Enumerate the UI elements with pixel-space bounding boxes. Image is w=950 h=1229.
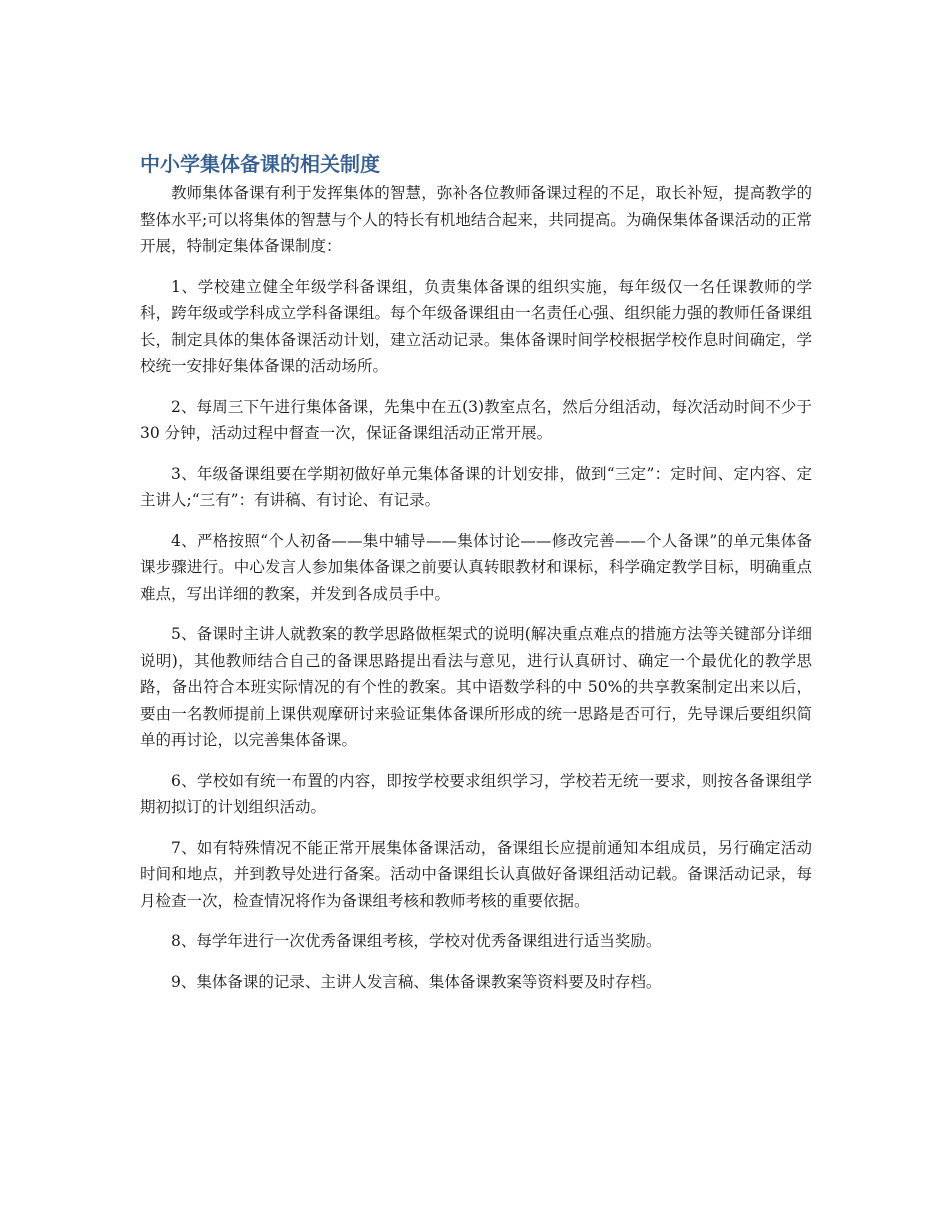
rule-item-8: 8、每学年进行一次优秀备课组考核，学校对优秀备课组进行适当奖励。: [171, 932, 662, 950]
rule-item-5: 5、备课时主讲人就教案的教学思路做框架式的说明(解决重点难点的措施方法等关键部分详细说明)，其他教师结合自己的备课思路提出看法与意见，进行认真研讨、确定一个最优化的教学思路，备出符合本班实际情况的有个性的教案。其中语数学科的中 50%的共享教案制定出来以后，要由一名教师提前上课供观摩研讨来验证集体备课所形成的统一思路是否可行，先导课后要组织简单的再讨论，以完善集体备课。: [140, 625, 812, 749]
document-title: 中小学集体备课的相关制度: [140, 152, 380, 176]
intro-paragraph: 教师集体备课有利于发挥集体的智慧，弥补各位教师备课过程的不足，取长补短，提高教学的整体水平;可以将集体的智慧与个人的特长有机地结合起来，共同提高。为确保集体备课活动的正常开展，特制定集体备课制度：: [140, 184, 812, 255]
rule-item-6: 6、学校如有统一布置的内容，即按学校要求组织学习，学校若无统一要求，则按各备课组学期初拟订的计划组织活动。: [140, 771, 812, 816]
rule-item-9: 9、集体备课的记录、主讲人发言稿、集体备课教案等资料要及时存档。: [171, 972, 662, 991]
rule-item-2: 2、每周三下午进行集体备课，先集中在五(3)教室点名，然后分组活动，每次活动时间不少于 30 分钟，活动过程中督查一次，保证备课组活动正常开展。: [140, 397, 812, 442]
rule-item-1: 1、学校建立健全年级学科备课组，负责集体备课的组织实施，每年级仅一名任课教师的学科，跨年级或学科成立学科备课组。每个年级备课组由一名责任心强、组织能力强的教师任备课组长，制定具体的集体备课活动计划，建立活动记录。集体备课时间学校根据学校作息时间确定，学校统一安排好集体备课的活动场所。: [140, 277, 812, 375]
rule-item-4: 4、严格按照“个人初备——集中辅导——集体讨论——修改完善——个人备课”的单元集体备课步骤进行。中心发言人参加集体备课之前要认真转眼教材和课标，科学确定教学目标，明确重点难点，写出详细的教案，并发到各成员手中。: [140, 531, 812, 603]
rule-item-7: 7、如有特殊情况不能正常开展集体备课活动，备课组长应提前通知本组成员，另行确定活动时间和地点，并到教导处进行备案。活动中备课组长认真做好备课组活动记载。备课活动记录，每月检查一次，检查情况将作为备课组考核和教师考核的重要依据。: [140, 838, 812, 910]
document-page: [140, 150, 812, 1009]
rule-item-3: 3、年级备课组要在学期初做好单元集体备课的计划安排，做到“三定”：定时间、定内容、定主讲人;“三有”：有讲稿、有讨论、有记录。: [140, 464, 812, 509]
